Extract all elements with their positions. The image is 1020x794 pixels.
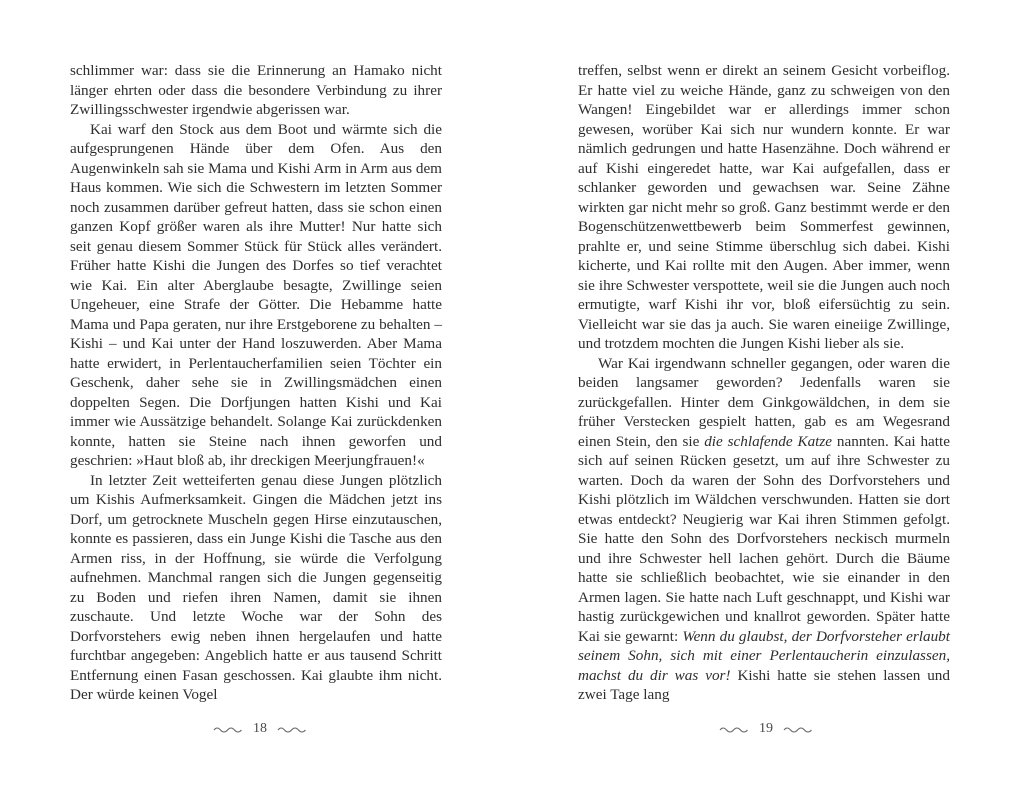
right-page-text	[578, 61, 950, 705]
wave-ornament-icon	[719, 725, 749, 733]
left-page-text	[70, 61, 442, 705]
wave-ornament-icon	[783, 725, 813, 733]
text-segment: schlimmer war: dass sie die Erinnerung an Hamako nicht länger ehrten oder dass die besondere Verbindung zu ihrer Zwillingsschwester irgendwie abgerissen war.	[70, 62, 442, 118]
text-segment: In letzter Zeit wetteiferten genau diese Jungen plötzlich um Kishis Aufmerksamkeit. Gingen die Mädchen jetzt ins Dorf, um getrocknete Muscheln gegen Hirse einzutauschen, konnte es passieren, dass ein Junge Kishi die Tasche aus den Armen riss, in der Hoffnung, sie würde die Verfolgung aufnehmen. Manchmal rangen sich die Jungen gegenseitig zu Boden und riefen ihren Namen, damit sie ihnen zuschaute. Und letzte Woche war der Sohn des Dorfvorstehers ewig neben ihnen hergelaufen und hatte furchtbar angegeben: Angeblich hatte er aus tausend Schritt Entfernung einen Fasan geschossen. Kai glaubte ihm nicht. Der würde keinen Vogel	[70, 471, 442, 703]
left-page-footer	[213, 721, 307, 737]
paragraph	[70, 471, 442, 705]
right-page-footer	[719, 721, 813, 737]
text-segment: Kai warf den Stock aus dem Boot und wärmte sich die aufgesprungenen Hände über dem Ofen. Aus den Augenwinkeln sah sie Mama und Kishi Arm in Arm aus dem Haus kommen. Wie sich die Schwestern im letzten Sommer noch zusammen darüber gefreut hatten, dass sie schon einen ganzen Kopf größer waren als ihre Mutter! Nur hatte sich seit genau diesem Sommer Stück für Stück alles verändert. Früher hatte Kishi die Jungen des Dorfes so tief verachtet wie Kai. Ein alter Aberglaube besagte, Zwillinge seien Ungeheuer, eine Strafe der Götter. Die Hebamme hatte Mama und Papa geraten, nur ihre Erstgeborene zu behalten – Kishi – und Kai unter der Hand loszuwerden. Aber Mama hatte erwidert, in Perlentaucherfamilien seien Töchter ein Geschenk, daher sehe sie in Zwillingsmädchen einen doppelten Segen. Die Dorfjungen hatten Kishi und Kai immer wie Aussätzige behandelt. Solange Kai zurückdenken konnte, hatten sie Steine nach ihnen geworfen und geschrien: »Haut bloß ab, ihr dreckigen Meerjungfrauen!«	[70, 120, 442, 469]
paragraph	[578, 61, 950, 354]
wave-ornament-icon	[213, 725, 243, 733]
italic-text: Wenn du glaubst, der Dorfvorsteher erlaubt seinem Sohn, sich mit einer Perlentaucherin einzulassen, machst du dir was vor!	[578, 627, 950, 684]
italic-text: die schlafende Katze	[704, 432, 833, 450]
text-segment: War Kai irgendwann schneller gegangen, oder waren die beiden langsamer geworden? Jedenfalls waren sie zurückgefallen. Hinter dem Ginkgowäldchen, in dem sie früher Verstecken gespielt hatten, gab es am Wegesrand einen Stein, den sie	[578, 354, 950, 450]
text-segment: treffen, selbst wenn er direkt an seinem Gesicht vorbeiflog. Er hatte viel zu weiche Hände, ganz zu schweigen von den Wangen! Eingebildet war er allerdings immer schon gewesen, worüber Kai sich nur wundern konnte. Er war nämlich gedrungen und hatte Hasenzähne. Doch während er auf Kishi eingeredet hatte, war Kai aufgefallen, dass er schlanker geworden und gewachsen war. Seine Zähne wirkten gar nicht mehr so groß. Ganz bestimmt werde er den Bogenschützenwettbewerb beim Sommerfest gewinnen, prahlte er, und seine Stimme überschlug sich dabei. Kishi kicherte, und Kai rollte mit den Augen. Aber immer, wenn sie ihre Schwester verspottete, weil sie die Jungen auch noch ermutigte, warf Kishi ihr vor, bloß eifersüchtig zu sein. Vielleicht war sie das ja auch. Sie waren eineiige Zwillinge, und trotzdem mochten die Jungen Kishi lieber als sie.	[578, 62, 950, 352]
text-segment: Kishi hatte sie stehen lassen und zwei Tage lang	[578, 666, 950, 703]
text-segment: nannten. Kai hatte sich auf seinen Rücken gesetzt, um auf ihre Schwester zu warten. Doch da waren der Sohn des Dorfvorstehers und Kishi plötzlich im Wäldchen verschwunden. Hatten sie dort etwas entdeckt? Neugierig war Kai ihren Stimmen gefolgt. Sie hatte den Sohn des Dorfvorstehers neckisch murmeln und ihre Schwester hell lachen gehört. Durch die Bäume hatte sie schließlich beobachtet, wie sie einander in den Armen lagen. Sie hatte nach Luft geschnappt, und Kishi war hastig zurückgewichen und knallrot geworden. Später hatte Kai sie gewarnt:	[578, 432, 950, 645]
left-page-number: 18	[253, 721, 267, 736]
paragraph	[70, 120, 442, 471]
wave-ornament-icon	[277, 725, 307, 733]
paragraph	[578, 354, 950, 705]
paragraph	[70, 61, 442, 120]
right-page-number: 19	[759, 721, 773, 736]
